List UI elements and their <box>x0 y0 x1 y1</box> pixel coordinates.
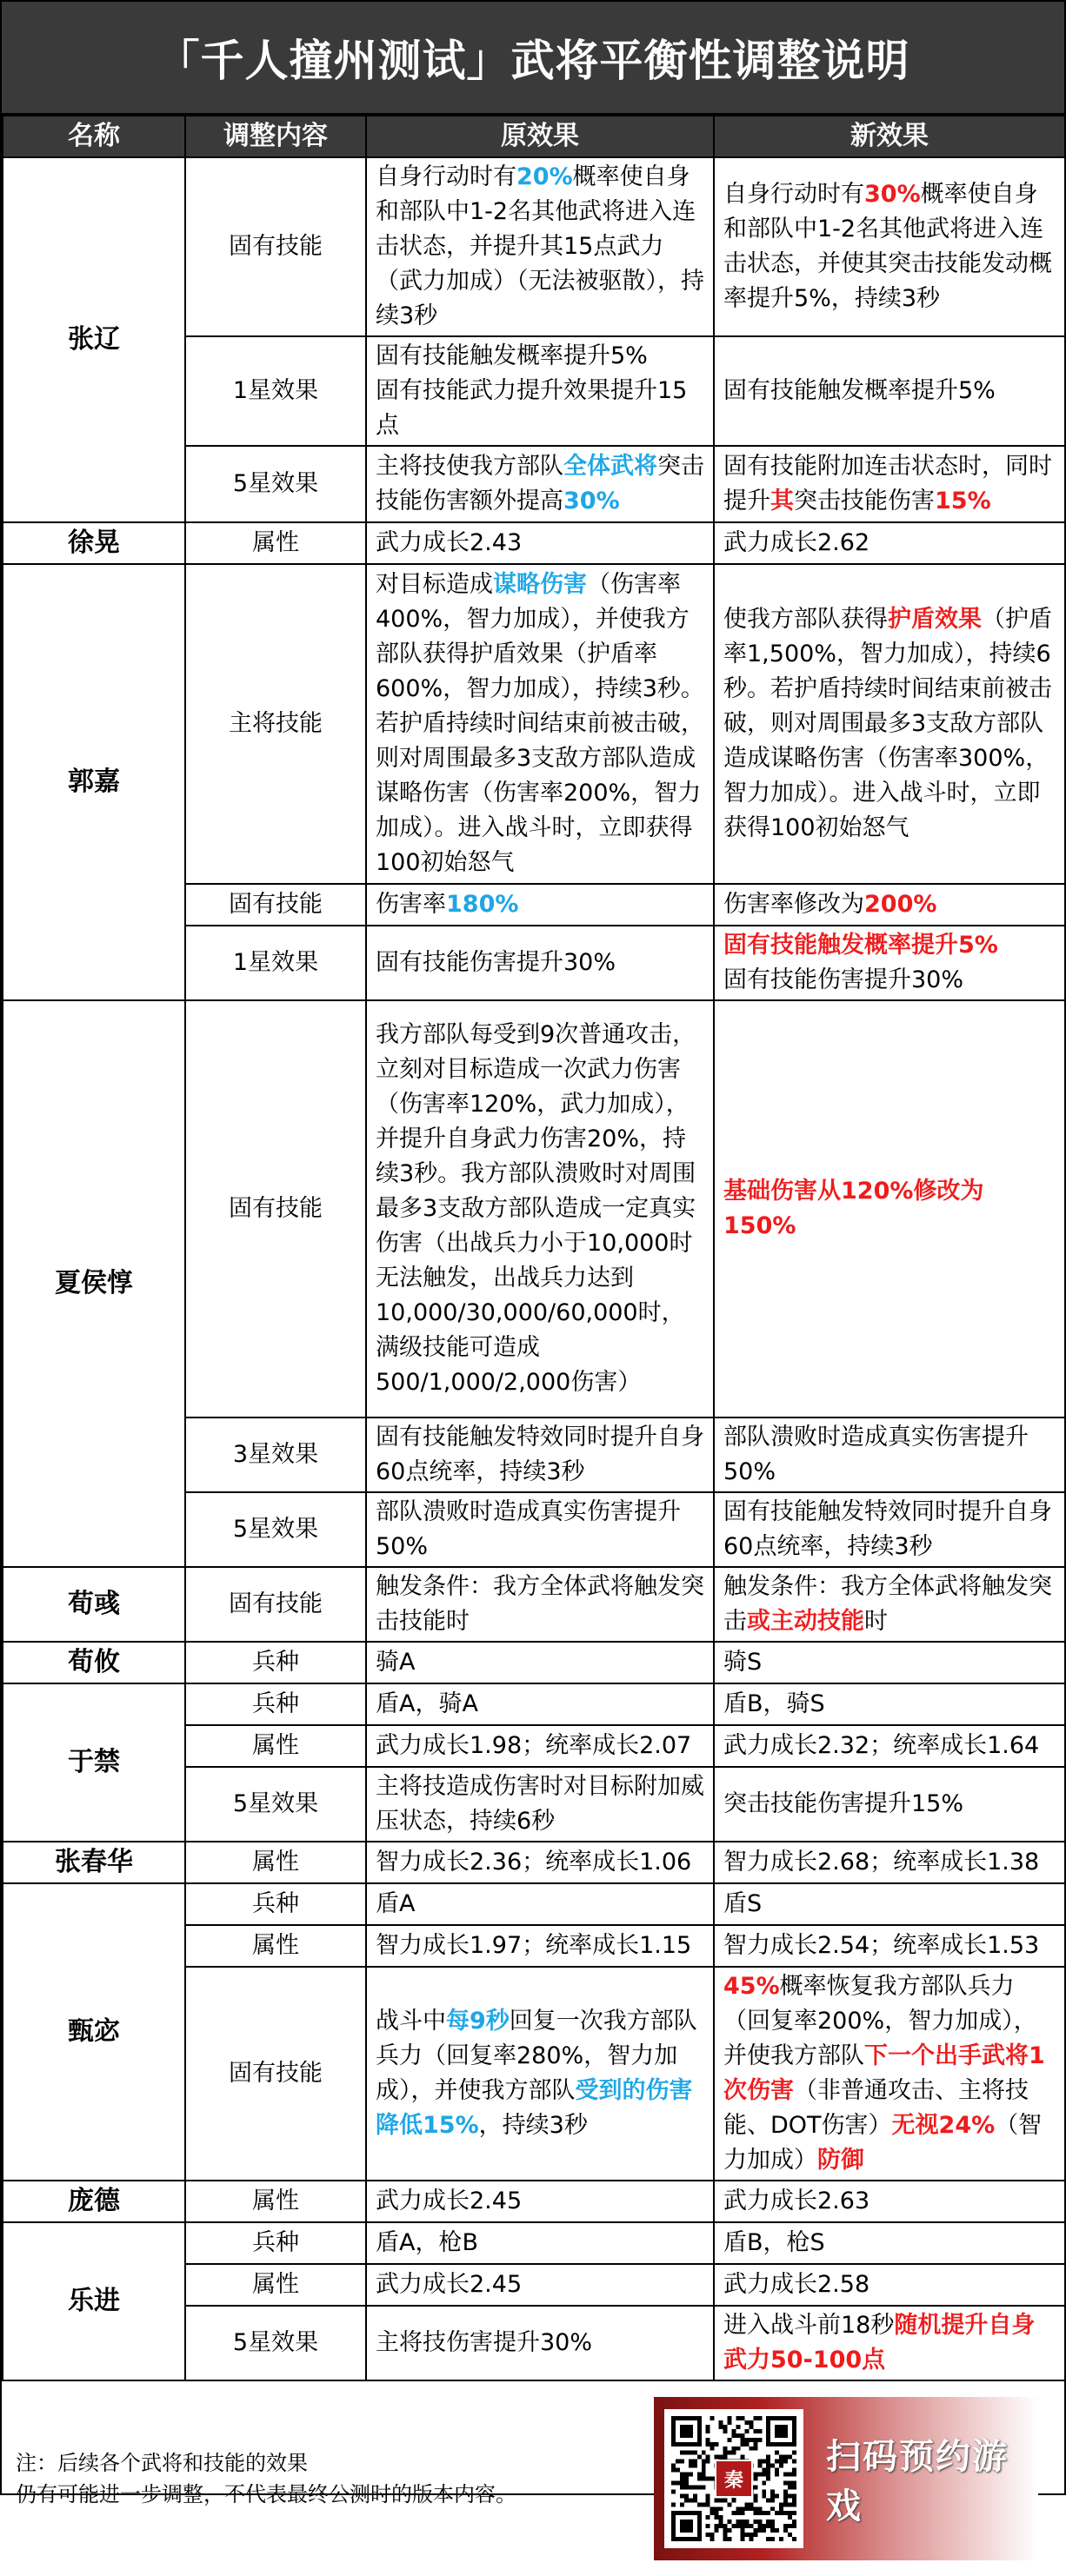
table-row <box>3 564 1065 884</box>
table-row <box>3 1567 1065 1642</box>
adjust-type: 兵种 <box>185 1883 366 1925</box>
adjust-type: 5星效果 <box>185 2306 366 2380</box>
old-effect: 盾A，骑A <box>366 1683 714 1725</box>
adjust-type: 属性 <box>185 1925 366 1967</box>
adjust-type: 1星效果 <box>185 926 366 1000</box>
hero-name: 庞德 <box>3 2181 185 2222</box>
header-name: 名称 <box>3 116 185 157</box>
adjust-type: 属性 <box>185 522 366 564</box>
new-effect: 武力成长2.63 <box>714 2181 1065 2222</box>
footnote-line: 仍有可能进一步调整，不代表最终公测时的版本内容。 <box>16 2482 516 2506</box>
new-effect: 固有技能附加连击状态时，同时提升其突击技能伤害15% <box>714 446 1065 522</box>
adjust-type: 固有技能 <box>185 157 366 336</box>
hero-name: 甄宓 <box>3 1883 185 2181</box>
old-effect: 武力成长2.45 <box>366 2181 714 2222</box>
new-effect: 触发条件：我方全体武将触发突击或主动技能时 <box>714 1567 1065 1642</box>
page-title: 「千人撞州测试」武将平衡性调整说明 <box>2 2 1064 115</box>
adjust-type: 兵种 <box>185 2222 366 2264</box>
old-effect: 我方部队每受到9次普通攻击，立刻对目标造成一次武力伤害（伤害率120%，武力加成），并提升自身武力伤害20%，持续3秒。我方部队溃败时对周围最多3支敌方部队造成一定真实伤害（出战兵力小于10,000时无法触发，出战兵力达到10,000/30,000/60,000时，满级技能可造成500/1,000/2,000伤害） <box>366 1000 714 1417</box>
adjust-type: 3星效果 <box>185 1417 366 1492</box>
table-row <box>3 1883 1065 1925</box>
new-effect: 进入战斗前18秒随机提升自身武力50-100点 <box>714 2306 1065 2380</box>
new-effect: 伤害率修改为200% <box>714 884 1065 926</box>
new-effect: 45%概率恢复我方部队兵力（回复率200%，智力加成），并使我方部队下一个出手武将1次伤害（非普通攻击、主将技能、DOT伤害）无视24%（智力加成）防御 <box>714 1967 1065 2181</box>
adjust-type: 属性 <box>185 2181 366 2222</box>
header-new: 新效果 <box>714 116 1065 157</box>
adjust-type: 主将技能 <box>185 564 366 884</box>
old-effect: 固有技能触发特效同时提升自身60点统率，持续3秒 <box>366 1417 714 1492</box>
footnote <box>2 2447 654 2510</box>
adjust-type: 固有技能 <box>185 1967 366 2181</box>
old-effect: 骑A <box>366 1642 714 1683</box>
old-effect: 盾A，枪B <box>366 2222 714 2264</box>
header-row <box>3 116 1065 157</box>
old-effect: 武力成长2.45 <box>366 2264 714 2306</box>
old-effect: 主将技造成伤害时对目标附加威压状态，持续6秒 <box>366 1767 714 1842</box>
table-row <box>3 1842 1065 1883</box>
adjust-type: 5星效果 <box>185 1767 366 1842</box>
old-effect: 自身行动时有20%概率使自身和部队中1-2名其他武将进入连击状态，并提升其15点武力（武力加成）（无法被驱散），持续3秒 <box>366 157 714 336</box>
new-effect: 智力成长2.54；统率成长1.53 <box>714 1925 1065 1967</box>
new-effect: 固有技能触发概率提升5% 固有技能伤害提升30% <box>714 926 1065 1000</box>
new-effect: 自身行动时有30%概率使自身和部队中1-2名其他武将进入连击状态，并使其突击技能发动概率提升5%，持续3秒 <box>714 157 1065 336</box>
old-effect: 武力成长2.43 <box>366 522 714 564</box>
old-effect: 触发条件：我方全体武将触发突击技能时 <box>366 1567 714 1642</box>
header-content: 调整内容 <box>185 116 366 157</box>
new-effect: 使我方部队获得护盾效果（护盾率1,500%，智力加成），持续6秒。若护盾持续时间结束前被击破，则对周围最多3支敌方部队造成谋略伤害（伤害率300%，智力加成）。进入战斗时，立即获得100初始怒气 <box>714 564 1065 884</box>
old-effect: 固有技能触发概率提升5% 固有技能武力提升效果提升15点 <box>366 336 714 446</box>
adjust-type: 兵种 <box>185 1683 366 1725</box>
old-effect: 战斗中每9秒回复一次我方部队兵力（回复率280%，智力加成），并使我方部队受到的伤害降低15%，持续3秒 <box>366 1967 714 2181</box>
hero-name: 张春华 <box>3 1842 185 1883</box>
hero-name: 于禁 <box>3 1683 185 1842</box>
qr-code-icon[interactable] <box>664 2409 803 2548</box>
hero-name: 张辽 <box>3 157 185 522</box>
old-effect: 盾A <box>366 1883 714 1925</box>
hero-name: 荀彧 <box>3 1567 185 1642</box>
old-effect: 主将技伤害提升30% <box>366 2306 714 2380</box>
adjust-type: 兵种 <box>185 1642 366 1683</box>
adjust-type: 固有技能 <box>185 1000 366 1417</box>
table-row <box>3 157 1065 336</box>
footer <box>2 2380 1064 2576</box>
new-effect: 基础伤害从120%修改为150% <box>714 1000 1065 1417</box>
qr-caption: 扫码预约游戏 <box>826 2436 1009 2526</box>
old-effect: 伤害率180% <box>366 884 714 926</box>
footnote-line: 注：后续各个武将和技能的效果 <box>16 2451 308 2475</box>
new-effect: 智力成长2.68；统率成长1.38 <box>714 1842 1065 1883</box>
old-effect: 智力成长1.97；统率成长1.15 <box>366 1925 714 1967</box>
table-row <box>3 2181 1065 2222</box>
new-effect: 武力成长2.58 <box>714 2264 1065 2306</box>
old-effect: 智力成长2.36；统率成长1.06 <box>366 1842 714 1883</box>
old-effect: 武力成长1.98；统率成长2.07 <box>366 1725 714 1767</box>
adjust-type: 1星效果 <box>185 336 366 446</box>
new-effect: 固有技能触发特效同时提升自身60点统率，持续3秒 <box>714 1492 1065 1567</box>
new-effect: 盾B，枪S <box>714 2222 1065 2264</box>
adjust-type: 5星效果 <box>185 446 366 522</box>
hero-name: 夏侯惇 <box>3 1000 185 1567</box>
adjust-type: 固有技能 <box>185 1567 366 1642</box>
old-effect: 主将技使我方部队全体武将突击技能伤害额外提高30% <box>366 446 714 522</box>
balance-table <box>2 115 1066 2381</box>
adjust-type: 属性 <box>185 1842 366 1883</box>
new-effect: 盾B，骑S <box>714 1683 1065 1725</box>
new-effect: 盾S <box>714 1883 1065 1925</box>
table-row <box>3 2222 1065 2264</box>
hero-name: 徐晃 <box>3 522 185 564</box>
new-effect: 骑S <box>714 1642 1065 1683</box>
old-effect: 固有技能伤害提升30% <box>366 926 714 1000</box>
hero-name: 乐进 <box>3 2222 185 2380</box>
game-logo-icon: 秦 <box>715 2460 753 2498</box>
old-effect: 部队溃败时造成真实伤害提升50% <box>366 1492 714 1567</box>
table-row <box>3 522 1065 564</box>
table-row <box>3 1000 1065 1417</box>
new-effect: 武力成长2.62 <box>714 522 1065 564</box>
adjust-type: 固有技能 <box>185 884 366 926</box>
table-row <box>3 1642 1065 1683</box>
qr-banner[interactable] <box>654 2397 1038 2560</box>
new-effect: 部队溃败时造成真实伤害提升50% <box>714 1417 1065 1492</box>
new-effect: 武力成长2.32；统率成长1.64 <box>714 1725 1065 1767</box>
header-old: 原效果 <box>366 116 714 157</box>
adjust-type: 属性 <box>185 1725 366 1767</box>
old-effect: 对目标造成谋略伤害（伤害率400%，智力加成），并使我方部队获得护盾效果（护盾率600%，智力加成），持续3秒。若护盾持续时间结束前被击破，则对周围最多3支敌方部队造成谋略伤害（伤害率200%，智力加成）。进入战斗时，立即获得100初始怒气 <box>366 564 714 884</box>
table-row <box>3 1683 1065 1725</box>
adjust-type: 属性 <box>185 2264 366 2306</box>
adjust-type: 5星效果 <box>185 1492 366 1567</box>
hero-name: 郭嘉 <box>3 564 185 1000</box>
new-effect: 突击技能伤害提升15% <box>714 1767 1065 1842</box>
hero-name: 荀攸 <box>3 1642 185 1683</box>
new-effect: 固有技能触发概率提升5% <box>714 336 1065 446</box>
